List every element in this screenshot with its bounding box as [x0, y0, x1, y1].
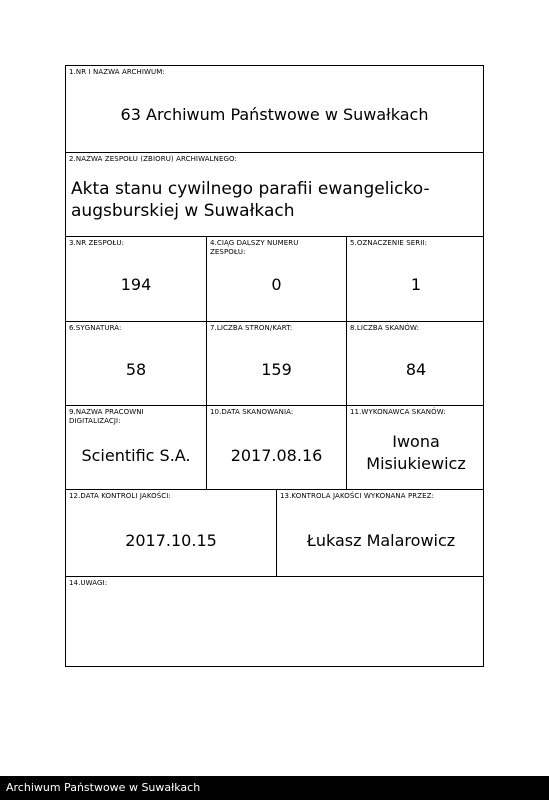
row-collection [66, 153, 483, 237]
row-counts [66, 322, 483, 406]
row-fond [66, 237, 483, 322]
field-fond-number [66, 237, 206, 321]
field-scan-operator-value-line1: Iwona [392, 432, 440, 451]
field-scan-date [206, 406, 346, 489]
field-archive-label: 1.NR I NAZWA ARCHIWUM: [69, 68, 165, 76]
field-series [346, 237, 485, 321]
field-fond-continuation-label [210, 239, 343, 257]
field-signature-value: 58 [125, 360, 147, 379]
field-remarks [66, 577, 483, 666]
field-signature [66, 322, 206, 405]
archive-metadata-form [65, 65, 484, 667]
field-scan-count [346, 322, 485, 405]
row-quality-control [66, 490, 483, 577]
field-series-label: 5.OZNACZENIE SERII: [350, 239, 428, 247]
field-qc-performer [276, 490, 485, 576]
field-scan-operator-label: 11.WYKONAWCA SKANÓW: [350, 408, 446, 416]
footer-bar [0, 776, 549, 800]
field-scan-date-label: 10.DATA SKANOWANIA: [210, 408, 294, 416]
field-collection-value-line1: Akta stanu cywilnego parafii ewangelicko- [71, 179, 430, 199]
field-qc-performer-label: 13.KONTROLA JAKOŚCI WYKONANA PRZEZ: [280, 492, 435, 500]
field-digitization-lab-label [69, 408, 203, 426]
field-remarks-label: 14.UWAGI: [69, 579, 108, 587]
field-collection-label: 2.NAZWA ZESPOŁU (ZBIORU) ARCHIWALNEGO: [69, 155, 237, 163]
field-page-count [206, 322, 346, 405]
field-series-value: 1 [410, 275, 422, 294]
field-digitization-lab-label-line2: DIGITALIZACJI: [69, 417, 121, 425]
field-fond-continuation [206, 237, 346, 321]
row-digitization [66, 406, 483, 490]
field-scan-operator [346, 406, 485, 489]
field-signature-label: 6.SYGNATURA: [69, 324, 122, 332]
field-digitization-lab [66, 406, 206, 489]
field-scan-count-value: 84 [405, 360, 427, 379]
field-archive [66, 66, 483, 152]
field-page-count-label: 7.LICZBA STRON/KART: [210, 324, 293, 332]
field-scan-date-value: 2017.08.16 [230, 446, 323, 465]
footer-text: Archiwum Państwowe w Suwałkach [6, 781, 201, 794]
field-archive-value: 63 Archiwum Państwowe w Suwałkach [120, 105, 429, 124]
field-digitization-lab-label-line1: 9.NAZWA PRACOWNI [69, 408, 144, 416]
field-scan-operator-value-line2: Misiukiewicz [366, 454, 466, 473]
field-qc-performer-value: Łukasz Malarowicz [306, 531, 456, 550]
row-remarks [66, 577, 483, 666]
field-fond-number-label: 3.NR ZESPOŁU: [69, 239, 125, 247]
field-page-count-value: 159 [261, 360, 292, 379]
field-digitization-lab-value: Scientific S.A. [81, 446, 191, 465]
field-fond-continuation-label-line1: 4.CIĄG DALSZY NUMERU [210, 239, 299, 247]
field-fond-continuation-label-line2: ZESPOŁU: [210, 248, 246, 256]
field-collection-value-line2: augsburskiej w Suwałkach [71, 201, 295, 221]
field-qc-date [66, 490, 276, 576]
field-fond-number-value: 194 [120, 275, 152, 294]
row-archive [66, 66, 483, 153]
field-collection [66, 153, 483, 236]
field-scan-count-label: 8.LICZBA SKANÓW: [350, 324, 420, 332]
field-qc-date-label: 12.DATA KONTROLI JAKOŚCI: [69, 492, 171, 500]
field-fond-continuation-value: 0 [271, 275, 282, 294]
field-qc-date-value: 2017.10.15 [125, 531, 217, 550]
